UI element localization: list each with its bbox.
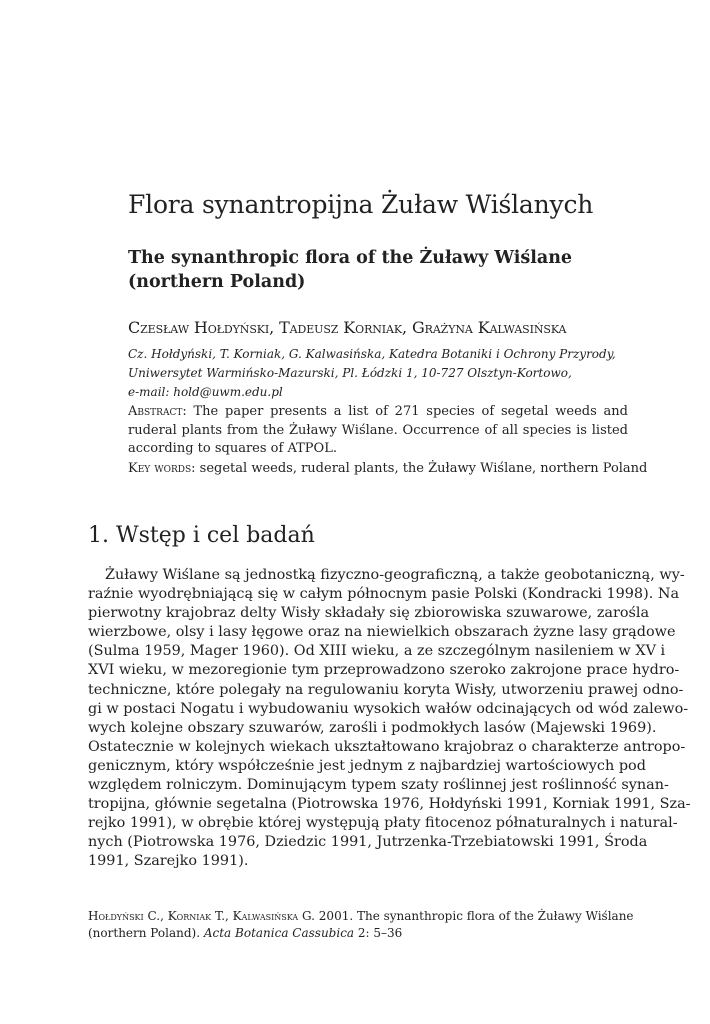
section-heading: 1. Wstęp i cel badań — [88, 523, 315, 548]
body-line: wierzbowe, olsy i lasy łęgowe oraz na niewielkich obszarach żyzne lasy grądowe — [88, 624, 676, 641]
body-line: pierwotny krajobraz delty Wisły składały się zbiorowiska szuwarowe, zarośla — [88, 605, 650, 622]
body-line: techniczne, które polegały na regulowaniu koryta Wisły, utworzeniu prawej odno- — [88, 681, 684, 698]
body-line: względem rolniczym. Dominującym typem szaty roślinnej jest roślinność synan- — [88, 777, 669, 794]
affiliation-email: e-mail: hold@uwm.edu.pl — [128, 385, 283, 399]
body-line: (Sulma 1959, Mager 1960). Od XIII wieku, a ze szczególnym nasileniem w XV i — [88, 643, 666, 660]
keywords — [128, 461, 648, 476]
keywords-label: Key words: — [128, 461, 196, 476]
citation-volume: 2: 5–36 — [357, 926, 403, 940]
abstract-text: The paper presents a list of 271 species of segetal weeds and ruderal plants from the Żuławy Wiślane. Occurrence of all species is listed according to squares of ATPOL. — [128, 404, 628, 456]
body-line: rejko 1991), w obrębie której występują płaty fitocenoz półnaturalnych i natural- — [88, 815, 678, 832]
author-list: Czesław Hołdyński, Tadeusz Korniak, Grażyna Kalwasińska — [128, 318, 567, 337]
citation-title-end: (northern Poland). — [88, 926, 201, 940]
abstract — [128, 403, 628, 459]
body-line: XVI wieku, w mezoregionie tym przeprowadzono szeroko zakrojone prace hydro- — [88, 662, 680, 679]
keywords-text: segetal weeds, ruderal plants, the Żuławy Wiślane, northern Poland — [199, 461, 648, 476]
english-title — [128, 246, 608, 294]
english-title-line-2: (northern Poland) — [128, 272, 306, 292]
affiliation-line-1: Cz. Hołdyński, T. Korniak, G. Kalwasińska, Katedra Botaniki i Ochrony Przyrody, — [128, 347, 616, 361]
citation-footer — [88, 908, 634, 942]
body-line: wych kolejne obszary szuwarów, zarośli i podmokłych lasów (Majewski 1969). — [88, 719, 657, 736]
body-line: Ostatecznie w kolejnych wiekach ukształtowano krajobraz o charakterze antropo- — [88, 738, 686, 755]
body-line: tropijna, głównie segetalna (Piotrowska 1976, Hołdyński 1991, Korniak 1991, Sza- — [88, 796, 691, 813]
affiliation — [128, 345, 628, 402]
english-title-line-1: The synanthropic flora of the Żuławy Wiślane — [128, 248, 573, 268]
body-line: nych (Piotrowska 1976, Dziedzic 1991, Jutrzenka-Trzebiatowski 1991, Środa — [88, 834, 648, 851]
affiliation-line-2: Uniwersytet Warmińsko-Mazurski, Pl. Łódzki 1, 10-727 Olsztyn-Kortowo, — [128, 366, 572, 380]
body-line: 1991, Szarejko 1991). — [88, 853, 249, 870]
body-paragraph — [88, 566, 691, 872]
citation-line-2 — [88, 925, 623, 942]
body-line: gi w postaci Nogatu i wybudowaniu wysokich wałów odcinających od wód zalewo- — [88, 700, 689, 717]
body-line: Żuławy Wiślane są jednostką fizyczno-geograficzną, a także geobotaniczną, wy- — [105, 567, 685, 583]
citation-journal: Acta Botanica Cassubica — [203, 926, 355, 940]
citation-text: 2001. The synanthropic flora of the Żuławy Wiślane — [318, 909, 634, 923]
body-line: genicznym, który współcześnie jest jednym z najbardziej wartościowych pod — [88, 757, 646, 774]
abstract-label: Abstract: — [128, 404, 187, 419]
citation-authors: Hołdyński C., Korniak T., Kalwasińska G. — [88, 909, 315, 923]
paper-title: Flora synantropijna Żuław Wiślanych — [128, 190, 594, 219]
citation-line-1 — [88, 908, 634, 925]
body-line: raźnie wyodrębniającą się w całym północnym pasie Polski (Kondracki 1998). Na — [88, 586, 680, 603]
